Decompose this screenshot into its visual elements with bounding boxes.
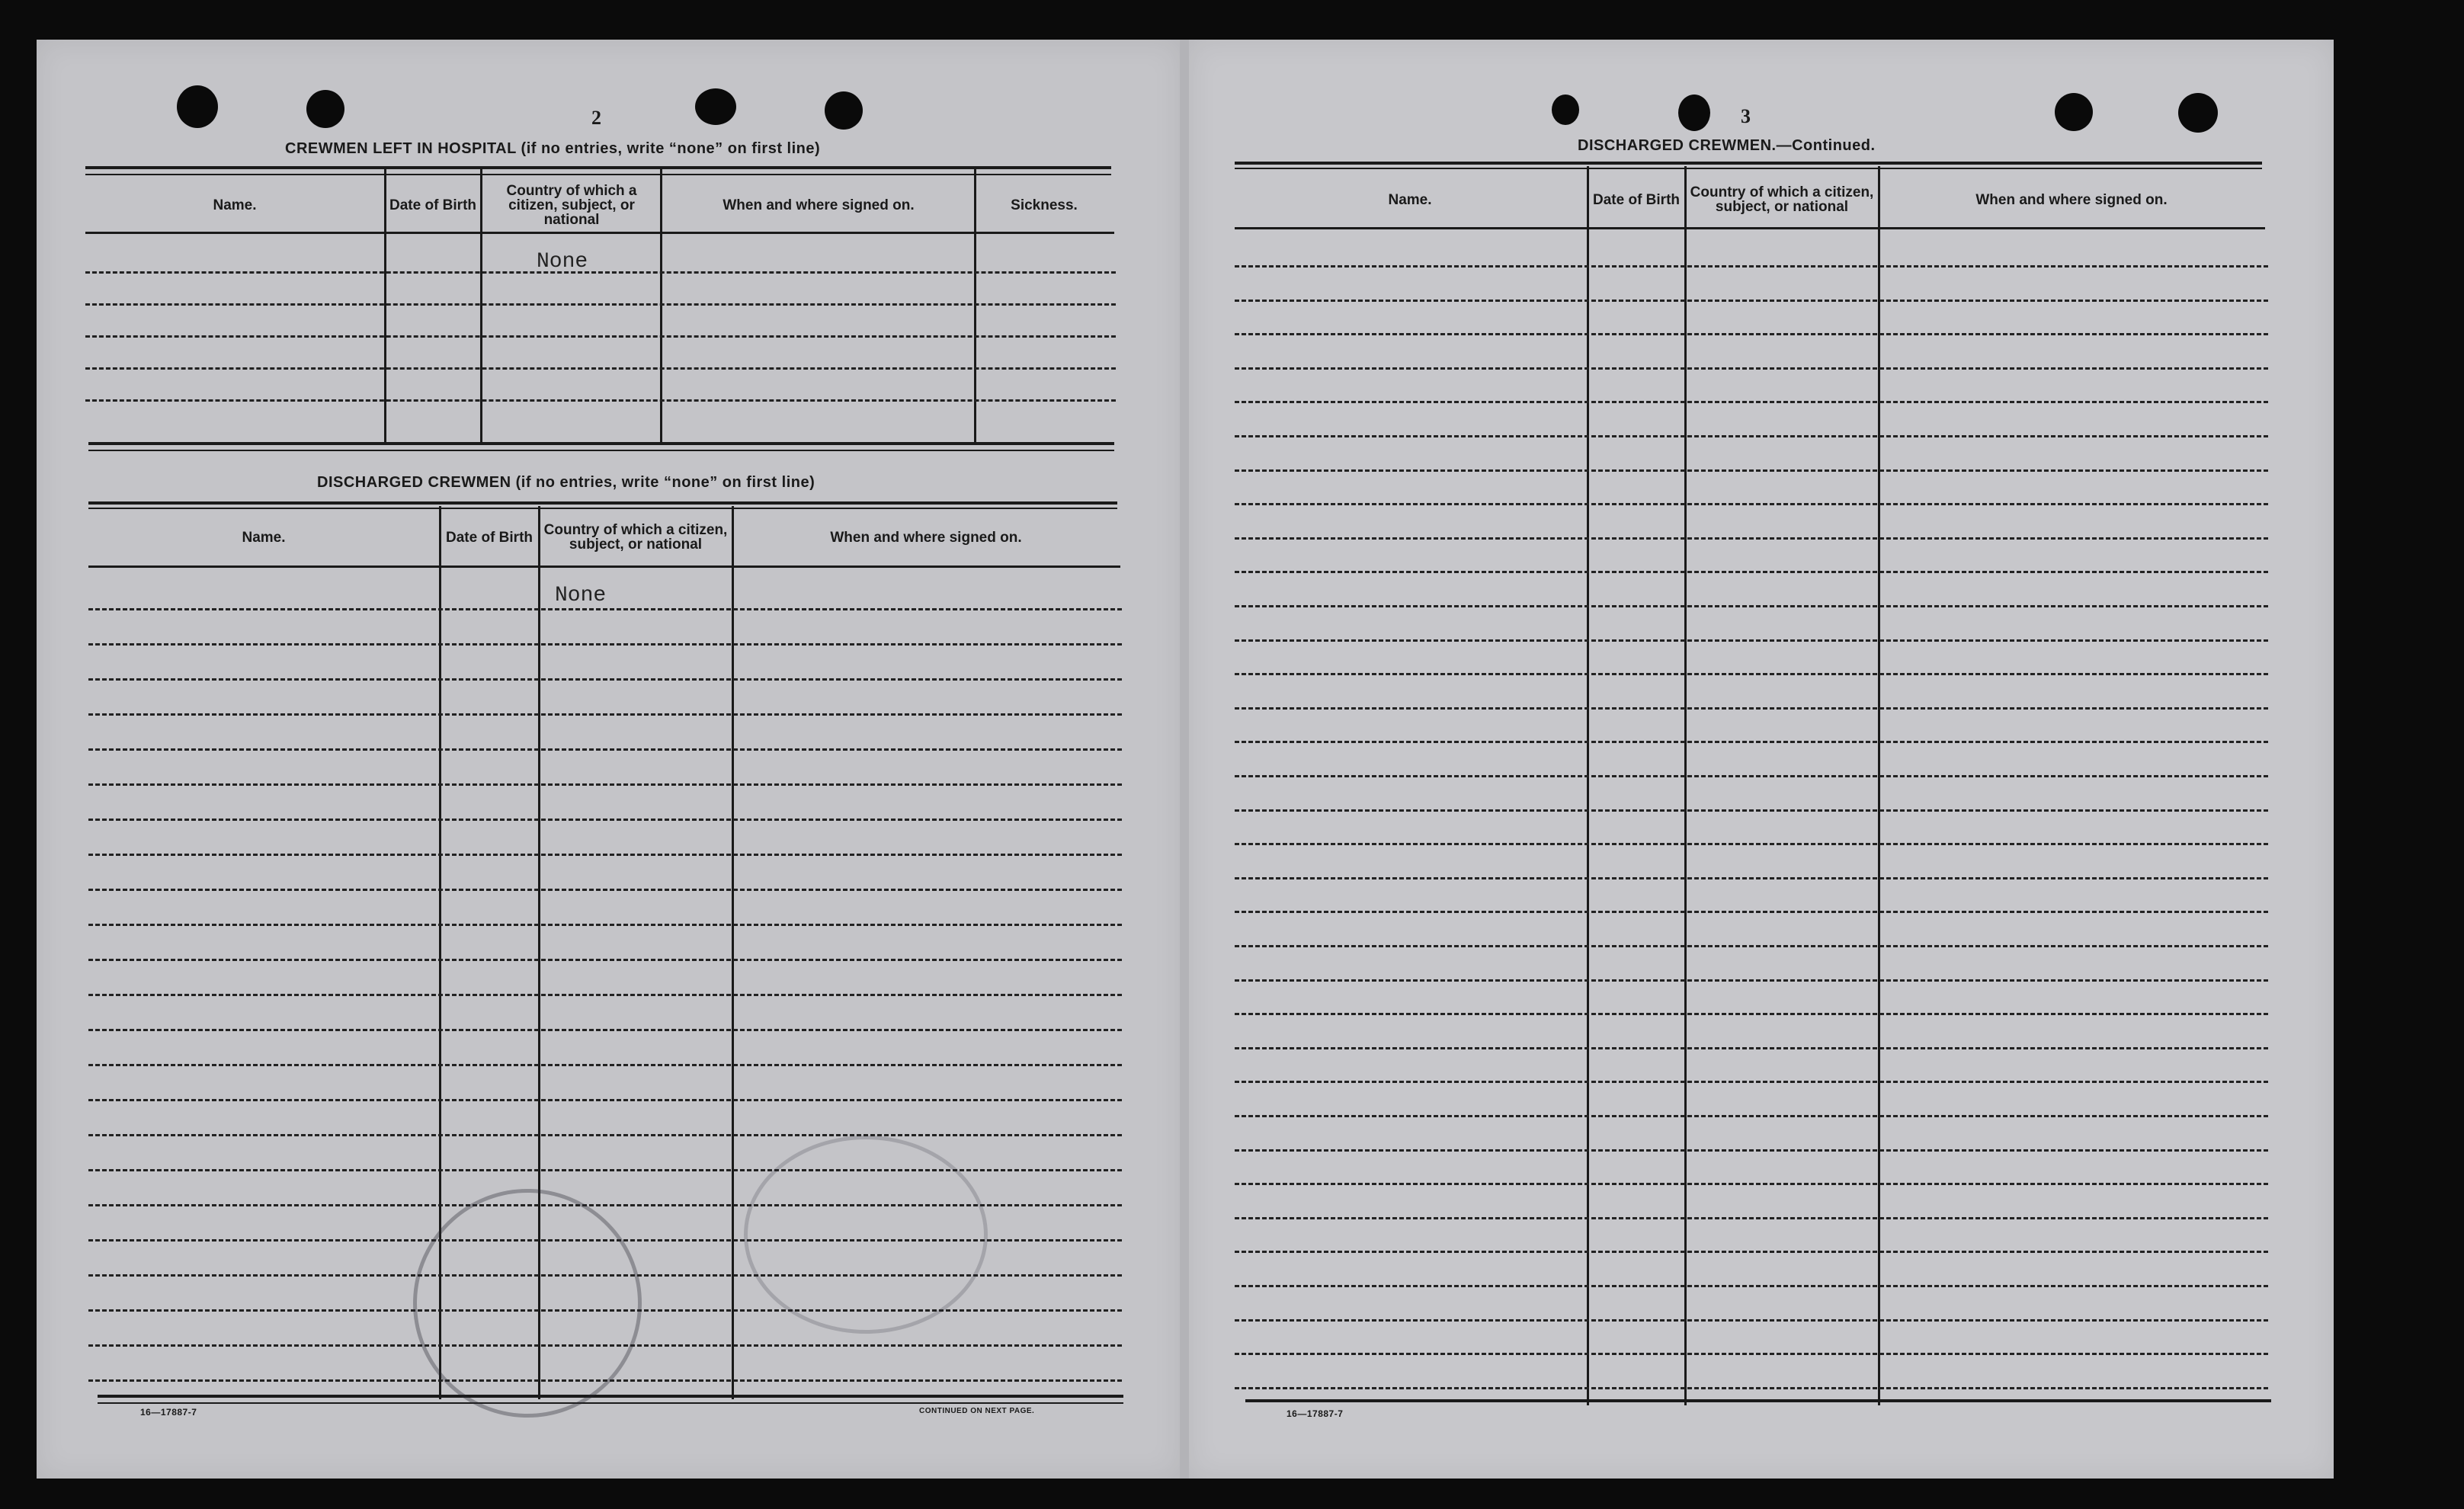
column-header-date-of-birth: Date of Birth <box>1593 191 1680 208</box>
page-number: 3 <box>1741 105 1751 127</box>
entry-line <box>1235 1319 2268 1322</box>
entry-line <box>1235 1081 2268 1083</box>
header-rule <box>85 232 1114 234</box>
entry-line <box>85 271 1116 274</box>
entry-line <box>85 303 1116 306</box>
table-bottom-rule <box>88 450 1114 451</box>
table-bottom-rule <box>1245 1399 2271 1402</box>
entry-line <box>88 713 1122 716</box>
entry-line <box>88 924 1122 926</box>
entry-line <box>88 1134 1122 1136</box>
entry-line <box>1235 605 2268 607</box>
entry-line <box>88 1169 1122 1171</box>
entry-line <box>88 1099 1122 1101</box>
entry-line <box>85 335 1116 338</box>
punch-hole <box>2055 93 2093 131</box>
column-divider <box>1684 166 1687 1405</box>
entry-line <box>88 959 1122 961</box>
entry-line <box>1235 1285 2268 1287</box>
column-header-country: Country of which a citizen, subject, or national <box>506 182 637 228</box>
entry-line <box>1235 707 2268 710</box>
punch-hole <box>695 88 736 125</box>
entry-line <box>1235 265 2268 268</box>
form-number: 16—17887-7 <box>140 1407 197 1418</box>
entry-line <box>1235 1217 2268 1219</box>
right-page <box>1189 40 2334 1479</box>
discharged-continued-title: DISCHARGED CREWMEN.—Continued. <box>1578 137 1876 154</box>
entry-line <box>88 608 1122 610</box>
entry-line <box>88 1029 1122 1031</box>
entry-line <box>85 399 1116 402</box>
punch-hole <box>1678 95 1710 131</box>
table-bottom-rule <box>88 442 1114 445</box>
entry-line <box>88 889 1122 891</box>
column-header-country: Country of which a citizen, subject, or national <box>1690 184 1874 215</box>
entry-line <box>1235 367 2268 370</box>
entry-line <box>1235 333 2268 335</box>
punch-hole <box>825 91 863 130</box>
table-top-rule <box>85 166 1111 169</box>
header-rule <box>88 565 1120 568</box>
form-number: 16—17887-7 <box>1286 1408 1344 1419</box>
official-stamp <box>744 1136 988 1334</box>
entry-line <box>1235 401 2268 403</box>
table-top-rule <box>88 501 1117 505</box>
entry-line <box>88 748 1122 751</box>
entry-line <box>88 783 1122 786</box>
entry-line <box>1235 877 2268 879</box>
entry-line <box>1235 1251 2268 1253</box>
discharged-section-title: DISCHARGED CREWMEN (if no entries, write “none” on first line) <box>317 474 815 491</box>
entry-line <box>1235 843 2268 845</box>
column-header-date-of-birth: Date of Birth <box>389 197 476 213</box>
entry-line <box>1235 300 2268 302</box>
entry-line <box>1235 469 2268 472</box>
column-divider <box>732 506 734 1399</box>
hospital-section-title: CREWMEN LEFT IN HOSPITAL (if no entries, write “none” on first line) <box>285 140 821 157</box>
column-header-date-of-birth: Date of Birth <box>446 529 533 546</box>
entry-line <box>85 367 1116 370</box>
column-header-name: Name. <box>213 197 257 213</box>
punch-hole <box>1552 95 1579 125</box>
entry-line <box>1235 1149 2268 1152</box>
entry-line <box>1235 1387 2268 1389</box>
column-header-when-where-signed: When and where signed on. <box>830 529 1022 546</box>
punch-hole <box>177 85 218 128</box>
entry-line <box>1235 571 2268 573</box>
column-header-name: Name. <box>1388 191 1432 208</box>
entry-line <box>88 678 1122 681</box>
entry-line <box>1235 911 2268 913</box>
table-top-rule <box>88 508 1117 509</box>
entry-line <box>1235 537 2268 540</box>
table-bottom-rule <box>98 1402 1123 1404</box>
punch-hole <box>306 90 344 128</box>
entry-line <box>88 643 1122 646</box>
entry-line <box>1235 1115 2268 1117</box>
entry-line <box>1235 639 2268 642</box>
table-top-rule <box>85 174 1111 175</box>
table-top-rule <box>1235 162 2262 165</box>
entry-line <box>1235 741 2268 743</box>
column-divider <box>1587 166 1589 1405</box>
entry-line <box>88 819 1122 821</box>
entry-line <box>1235 1353 2268 1355</box>
discharged-entry: None <box>555 584 607 607</box>
table-bottom-rule <box>98 1395 1123 1398</box>
hospital-entry: None <box>537 250 588 274</box>
header-rule <box>1235 227 2265 229</box>
entry-line <box>1235 1047 2268 1049</box>
column-header-when-where-signed: When and where signed on. <box>1975 191 2168 208</box>
column-divider <box>1878 166 1880 1405</box>
entry-line <box>88 1064 1122 1066</box>
entry-line <box>1235 1013 2268 1015</box>
entry-line <box>88 854 1122 856</box>
column-header-sickness: Sickness. <box>1011 197 1078 213</box>
entry-line <box>1235 673 2268 675</box>
continued-note: CONTINUED ON NEXT PAGE. <box>919 1407 1035 1415</box>
punch-hole <box>2178 93 2218 133</box>
table-top-rule <box>1235 168 2262 169</box>
entry-line <box>1235 503 2268 505</box>
entry-line <box>1235 1183 2268 1185</box>
entry-line <box>1235 809 2268 812</box>
entry-line <box>1235 945 2268 947</box>
entry-line <box>1235 435 2268 437</box>
entry-line <box>1235 775 2268 777</box>
entry-line <box>1235 979 2268 982</box>
page-number: 2 <box>591 107 601 129</box>
column-header-name: Name. <box>242 529 286 546</box>
column-header-country: Country of which a citizen, subject, or national <box>543 522 728 553</box>
column-header-when-where-signed: When and where signed on. <box>723 197 915 213</box>
entry-line <box>88 994 1122 996</box>
